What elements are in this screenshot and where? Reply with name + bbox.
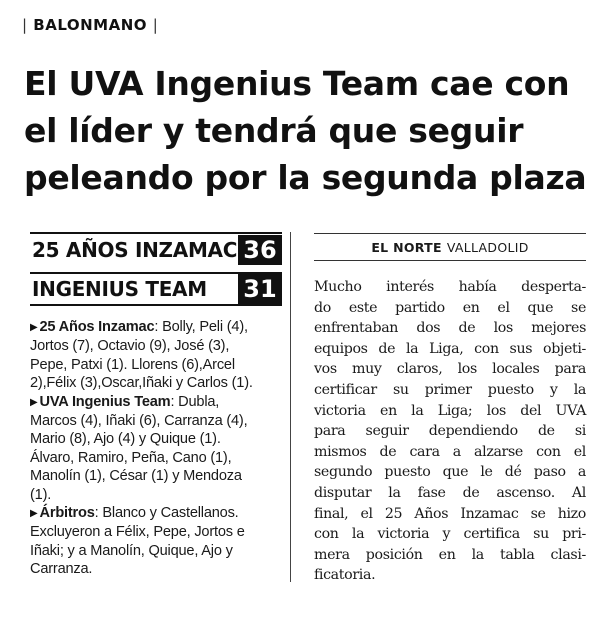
- body-line: mera posición en la tabla clasi-: [314, 546, 586, 563]
- headline-line: el líder y tendrá que seguir: [24, 111, 524, 150]
- body-line: segundo puesto que le dé paso a: [314, 464, 586, 481]
- factbox-label: Árbitros: [39, 505, 95, 522]
- factbox-line: [30, 374, 286, 392]
- factbox-entry: [30, 504, 286, 523]
- section-divider: |: [22, 16, 28, 34]
- factbox-text: Manolín (1), César (1) y Mendoza: [30, 468, 242, 485]
- body-line: certificar su primer puesto y la: [314, 381, 586, 398]
- factbox-line: [30, 356, 286, 374]
- body-line: final, el 25 Años Inzamac se hizo: [314, 505, 586, 522]
- factbox-text: Carranza.: [30, 561, 93, 578]
- match-factbox: [30, 318, 286, 579]
- body-line: para seguir dependiendo de si: [314, 423, 586, 440]
- factbox-text: Mario (8), Ajo (4) y Quique (1).: [30, 431, 221, 448]
- scoreboard-row-away: [30, 272, 282, 306]
- headline: [24, 60, 594, 201]
- body-line: vos muy claros, los locales para: [314, 361, 586, 378]
- headline-line: El UVA Ingenius Team cae con: [24, 64, 570, 103]
- body-line: con la victoria y certifica su pri-: [314, 526, 586, 543]
- body-line: Mucho interés había desperta-: [314, 279, 586, 295]
- factbox-text: : Bolly, Peli (4),: [154, 319, 248, 335]
- body-line: do este partido en el que se: [314, 299, 586, 316]
- factbox-line: [30, 337, 286, 355]
- factbox-line: [30, 430, 286, 448]
- section-label: BALONMANO: [33, 16, 148, 34]
- factbox-text: : Blanco y Castellanos.: [94, 505, 239, 522]
- bullet-triangle-icon: ▶: [30, 396, 38, 408]
- factbox-text: Álvaro, Ramiro, Peña, Cano (1),: [30, 449, 232, 466]
- factbox-text: Marcos (4), Iñaki (6), Carranza (4),: [30, 413, 248, 430]
- factbox-text: (1).: [30, 486, 52, 503]
- body-line: enfrentaban dos de los mejores: [314, 320, 586, 337]
- body-line: equipos de la Liga, con sus objeti-: [314, 340, 586, 357]
- factbox-line: [30, 542, 286, 560]
- factbox-label: UVA Ingenius Team: [39, 393, 171, 410]
- column-divider: [290, 232, 291, 582]
- factbox-line: [30, 486, 286, 504]
- article-body: [314, 277, 586, 586]
- team-score: 31: [238, 274, 282, 304]
- factbox-line: [30, 412, 286, 430]
- section-divider: |: [152, 16, 159, 34]
- factbox-line: [30, 523, 286, 541]
- bullet-triangle-icon: ▶: [30, 322, 38, 333]
- team-name: INGENIUS TEAM: [32, 277, 207, 301]
- factbox-entry: [30, 393, 286, 412]
- factbox-line: [30, 449, 286, 467]
- team-score: 36: [238, 235, 282, 265]
- factbox-text: Iñaki; y a Manolín, Quique, Ajo y: [30, 542, 233, 559]
- factbox-text: : Dubla,: [170, 393, 220, 410]
- body-line: disputar la fase de ascenso. Al: [314, 484, 586, 501]
- factbox-text: Excluyeron a Félix, Pepe, Jortos e: [30, 524, 245, 541]
- headline-line: peleando por la segunda plaza: [24, 158, 587, 197]
- factbox-line: [30, 560, 286, 578]
- factbox-line: [30, 467, 286, 485]
- factbox-text: 2),Félix (3),Oscar,Iñaki y Carlos (1).: [30, 375, 253, 392]
- factbox-text: Pepe, Patxi (1). Llorens (6),Arcel: [30, 356, 235, 373]
- team-name: 25 AÑOS INZAMAC: [32, 238, 238, 262]
- byline: [314, 233, 586, 261]
- byline-place: VALLADOLID: [446, 239, 529, 255]
- factbox-entry: [30, 318, 286, 337]
- body-line: ficatoria.: [314, 567, 376, 584]
- body-line: mismos de cara a alzarse con el: [314, 443, 586, 460]
- bullet-triangle-icon: ▶: [30, 508, 38, 520]
- byline-source: EL NORTE: [371, 239, 442, 255]
- section-tag: [22, 16, 158, 34]
- factbox-label: 25 Años Inzamac: [39, 319, 155, 335]
- scoreboard-row-home: [30, 232, 282, 266]
- body-line: victoria en la Liga; los del UVA: [314, 402, 586, 419]
- factbox-text: Jortos (7), Octavio (9), José (3),: [30, 338, 230, 355]
